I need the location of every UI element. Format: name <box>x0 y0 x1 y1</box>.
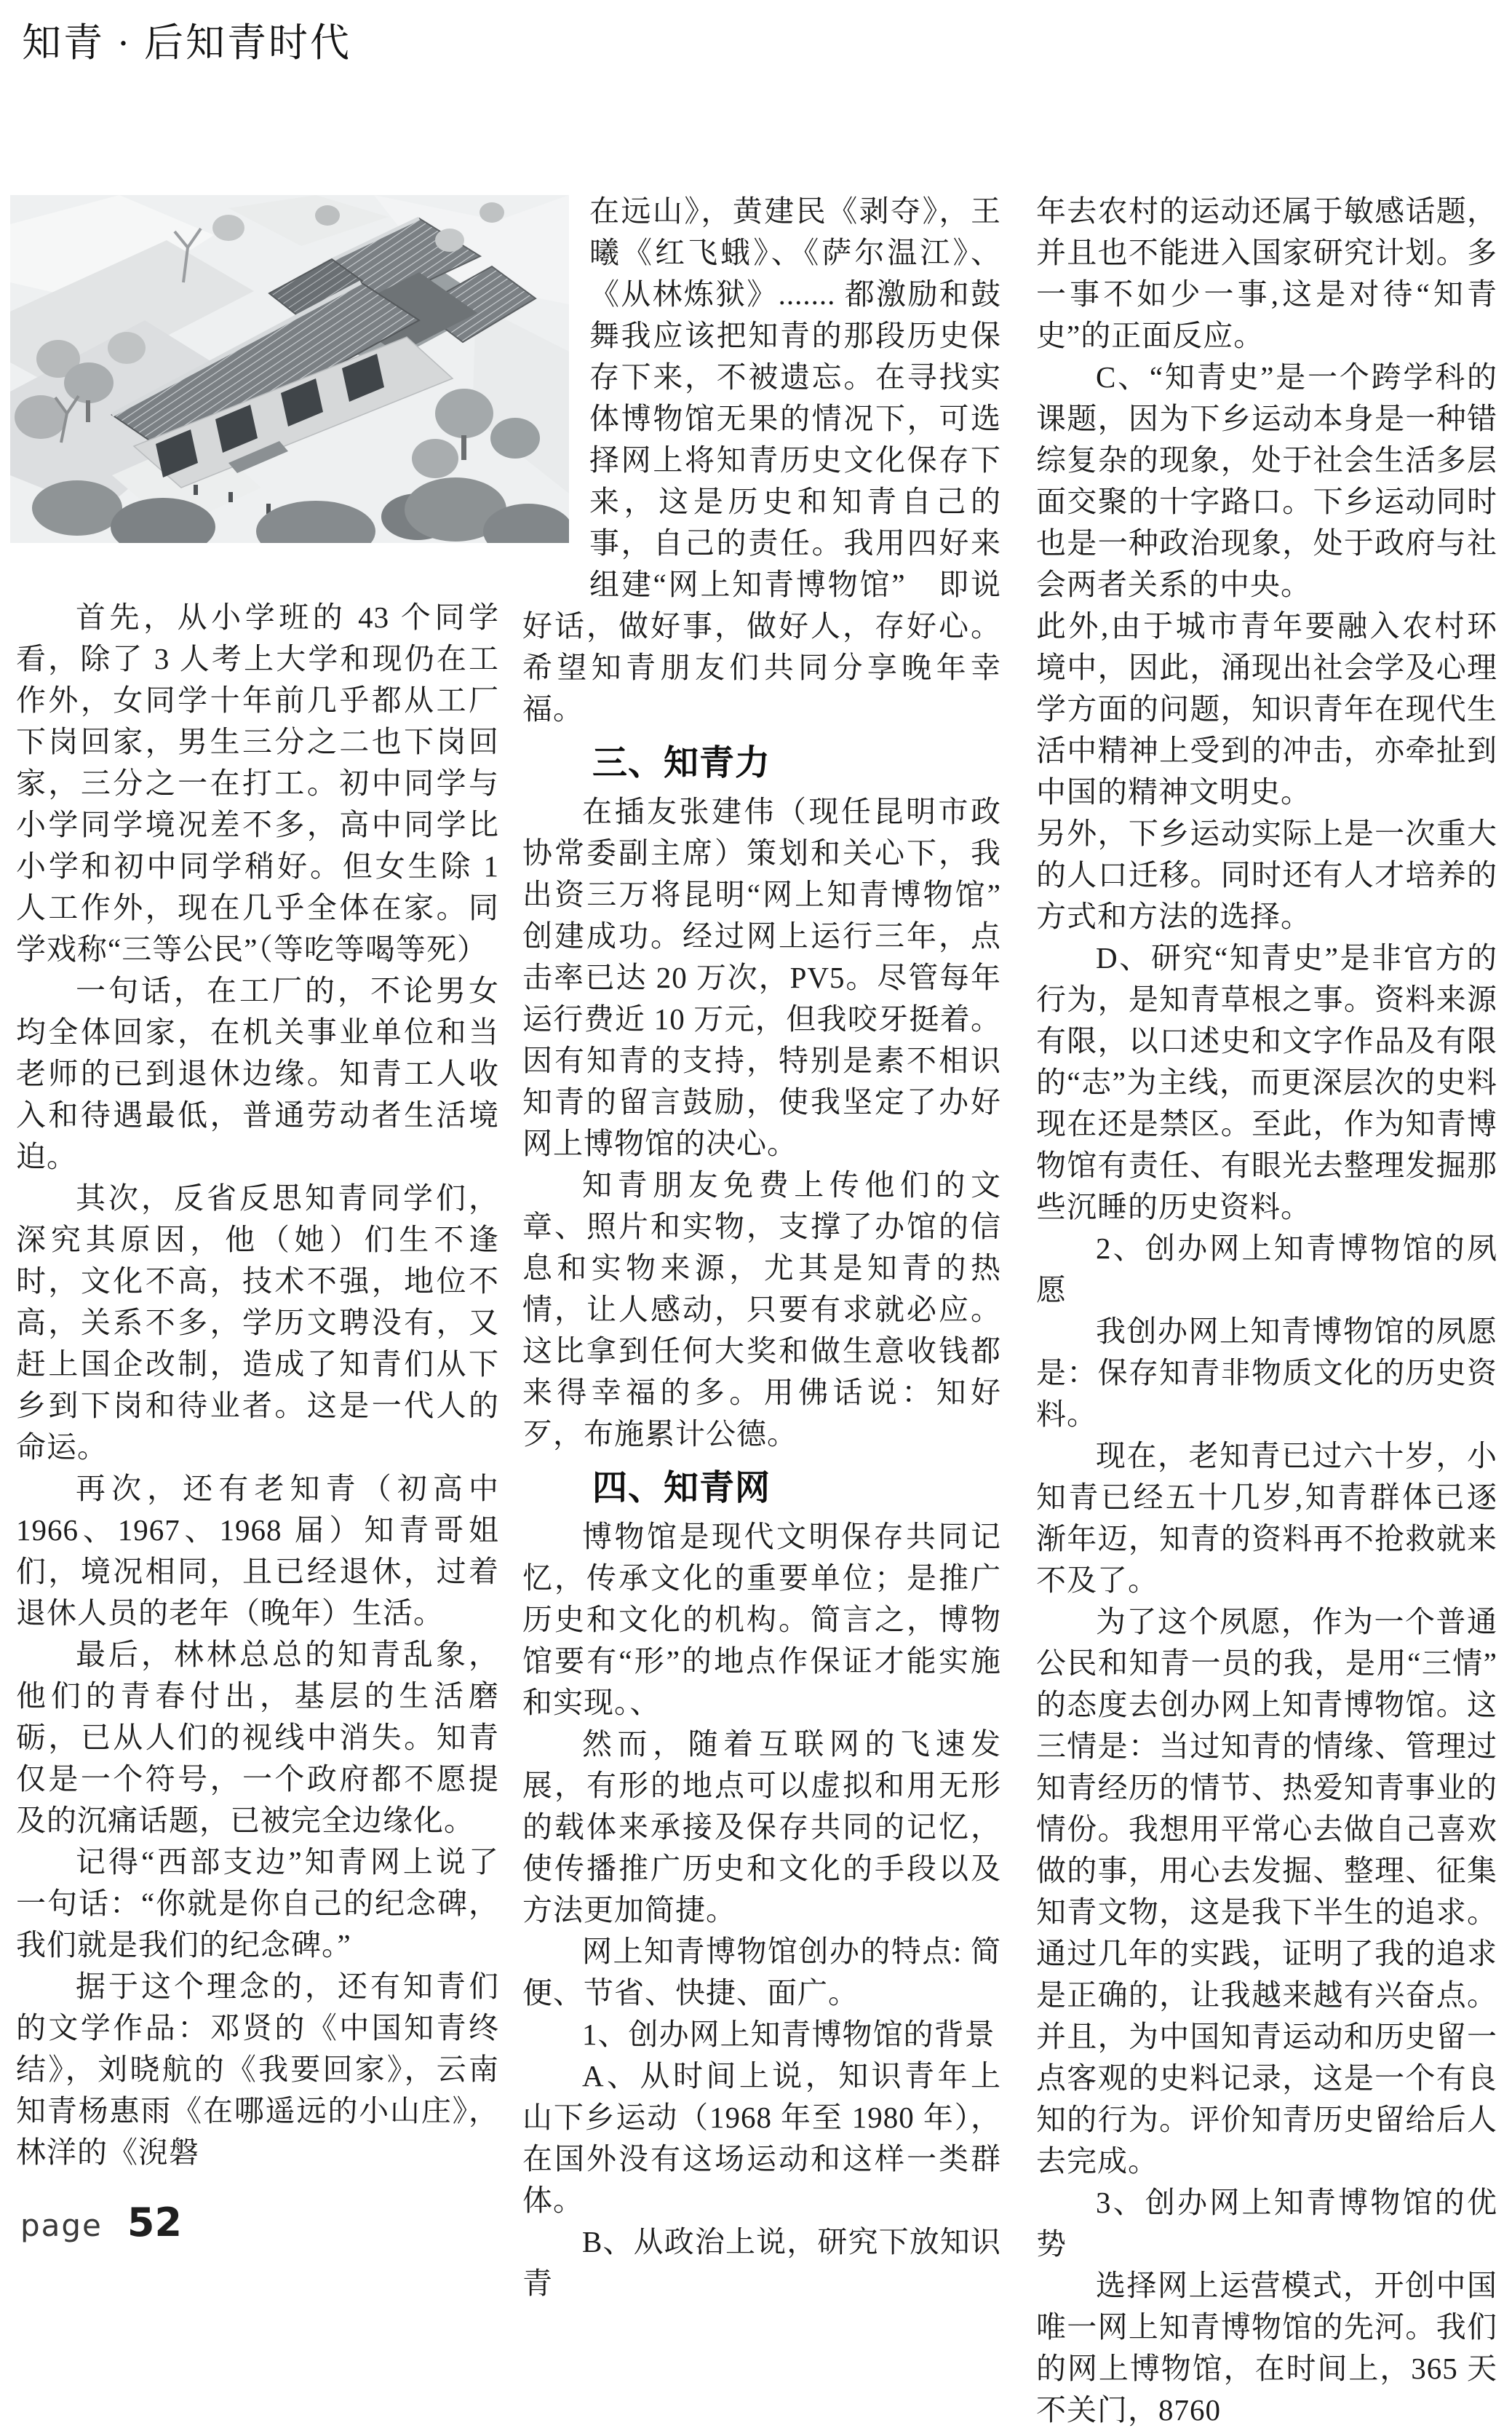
subheading-advantage: 3、创办网上知青博物馆的优势 <box>1036 2186 1497 2261</box>
paragraph: 首先，从小学班的 43 个同学看，除了 3 人考上大学和现仍在工作外，女同学十年前几乎都从工厂下岗回家，男生三分之二也下岗回家，三分之一在打工。初中同学与小学同学境况差不多，高中同学比小学和初中同学稍好。但女生除 1 人工作外，现在几乎全体在家。同学戏称“三等公民”（等吃等喝等死） <box>16 600 499 966</box>
paragraph: A、从时间上说，知识青年上山下乡运动（1968 年至 1980 年），在国外没有这场运动和这样一类群体。 <box>522 2059 1001 2217</box>
page-header-title: 知青 · 后知青时代 <box>22 21 351 65</box>
column-left <box>16 597 499 2173</box>
image-wrap-spacer <box>522 191 589 584</box>
paragraph: 最后，林林总总的知青乱象，他们的青春付出，基层的生活磨砺，已从人们的视线中消失。知青仅是一个符号，一个政府都不愿提及的沉痛话题，已被完全边缘化。 <box>16 1638 499 1837</box>
paragraph: 另外，下乡运动实际上是一次重大的人口迁移。同时还有人才培养的方式和方法的选择。 <box>1036 817 1497 933</box>
paragraph: 记得“西部支边”知青网上说了一句话：“你就是你自己的纪念碑，我们就是我们的纪念碑。” <box>16 1845 499 1962</box>
paragraph: 我创办网上知青博物馆的夙愿是：保存知青非物质文化的历史资料。 <box>1036 1314 1497 1431</box>
paragraph: B、从政治上说，研究下放知识青 <box>522 2225 1001 2300</box>
column-middle <box>522 191 1001 2304</box>
paragraph: C、“知青史”是一个跨学科的课题，因为下乡运动本身是一种错综复杂的现象，处于社会生活多层面交聚的十字路口。下乡运动同时也是一种政治现象，处于政府与社会两者关系的中央。 <box>1036 360 1497 601</box>
paragraph: D、研究“知青史”是非官方的行为，是知青草根之事。资料来源有限，以口述史和文字作品及有限的“志”为主线，而更深层次的史料现在还是禁区。至此，作为知青博物馆有责任、有眼光去整理发掘那些沉睡的历史资料。 <box>1036 941 1497 1224</box>
footer-page-number: 52 <box>127 2200 183 2245</box>
paragraph-continuation: 年去农村的运动还属于敏感话题，并且也不能进入国家研究计划。多一事不如少一事,这是对待“知青史”的正面反应。 <box>1036 194 1497 352</box>
subheading-background: 1、创办网上知青博物馆的背景 <box>582 2018 995 2051</box>
paragraph: 此外,由于城市青年要融入农村环境中，因此，涌现出社会学及心理学方面的问题，知识青年在现代生活中精神上受到的冲击，亦牵扯到中国的精神文明史。 <box>1036 609 1497 809</box>
paragraph: 再次，还有老知青（初高中 1966、1967、1968 届）知青哥姐们，境况相同，且已经退休，过着退休人员的老年（晚年）生活。 <box>16 1472 499 1630</box>
paragraph-continuation: 在远山》，黄建民《剥夺》，王曦《红飞蛾》、《萨尔温江》、《从林炼狱》....... 都激励和鼓舞我应该把知青的那段历史保存下来，不被遗忘。在寻找实体博物馆无果的情况下，可选择网上将知青历史文化保存下来，这是历史和知青自己的事，自己的责任。我用四好来组建“网上知青博物馆” 即说好话，做好事，做好人，存好心。希望知青朋友们共同分享晚年幸福。 <box>522 194 1001 726</box>
paragraph: 知青朋友免费上传他们的文章、照片和实物，支撑了办馆的信息和实物来源，尤其是知青的热情，让人感动，只要有求就必应。这比拿到任何大奖和做生意收钱都来得幸福的多。用佛话说：知好歹，布施累计公德。 <box>522 1168 1001 1451</box>
paragraph: 现在，老知青已过六十岁，小知青已经五十几岁,知青群体已逐渐年迈，知青的资料再不抢救就来不及了。 <box>1036 1439 1497 1597</box>
subheading-wish: 2、创办网上知青博物馆的夙愿 <box>1036 1232 1497 1306</box>
paragraph: 然而，随着互联网的飞速发展，有形的地点可以虚拟和用无形的载体来承接及保存共同的记忆，使传播推广历史和文化的手段以及方法更加简捷。 <box>522 1727 1001 1927</box>
paragraph: 网上知青博物馆创办的特点: 简便、节省、快捷、面广。 <box>522 1935 1001 2010</box>
section-heading-zhiqing-wang: 四、知青网 <box>592 1467 771 1508</box>
paragraph: 选择网上运营模式，开创中国唯一网上知青博物馆的先河。我们的网上博物馆，在时间上，365 天不关门，8760 <box>1036 2269 1497 2427</box>
paragraph: 为了这个夙愿，作为一个普通公民和知青一员的我，是用“三情”的态度去创办网上知青博物馆。这三情是：当过知青的情缘、管理过知青经历的情节、热爱知青事业的情份。我想用平常心去做自己喜欢做的事，用心去发掘、整理、征集知青文物，这是我下半生的追求。通过几年的实践，证明了我的追求是正确的，让我越来越有兴奋点。并且，为中国知青运动和历史留一点客观的史料记录，这是一个有良知的行为。评价知青历史留给后人去完成。 <box>1036 1605 1497 2178</box>
paragraph: 据于这个理念的，还有知青们的文学作品：邓贤的《中国知青终结》，刘晓航的《我要回家》，云南知青杨惠雨《在哪遥远的小山庄》，林洋的《淣磐 <box>16 1970 499 2169</box>
footer-page-label: page <box>20 2208 103 2243</box>
paragraph: 一句话，在工厂的，不论男女均全体回家，在机关事业单位和当老师的已到退休边缘。知青工人收入和待遇最低，普通劳动者生活境迫。 <box>16 974 499 1173</box>
courtyard-aerial-svg <box>10 195 569 543</box>
paragraph: 其次，反省反思知青同学们，深究其原因，他（她）们生不逢时，文化不高，技术不强，地位不高，关系不多，学历文聘没有，又赶上国企改制，造成了知青们从下乡到下岗和待业者。这是一代人的命运。 <box>16 1181 499 1464</box>
page-footer <box>20 2200 182 2245</box>
column-right <box>1036 191 1497 2431</box>
paragraph: 在插友张建伟（现任昆明市政协常委副主席）策划和关心下，我出资三万将昆明“网上知青博物馆”创建成功。经过网上运行三年，点击率已达 20 万次，PV5。尽管每年运行费近 10 万元，但我咬牙挺着。因有知青的支持，特别是素不相识知青的留言鼓励，使我坚定了办好网上博物馆的决心。 <box>522 795 1001 1160</box>
section-heading-zhiqing-li: 三、知青力 <box>592 742 771 783</box>
paragraph: 博物馆是现代文明保存共同记忆，传承文化的重要单位；是推广历史和文化的机构。简言之，博物馆要有“形”的地点作保证才能实施和实现。、 <box>522 1520 1001 1719</box>
aerial-rendering-illustration <box>10 195 569 543</box>
